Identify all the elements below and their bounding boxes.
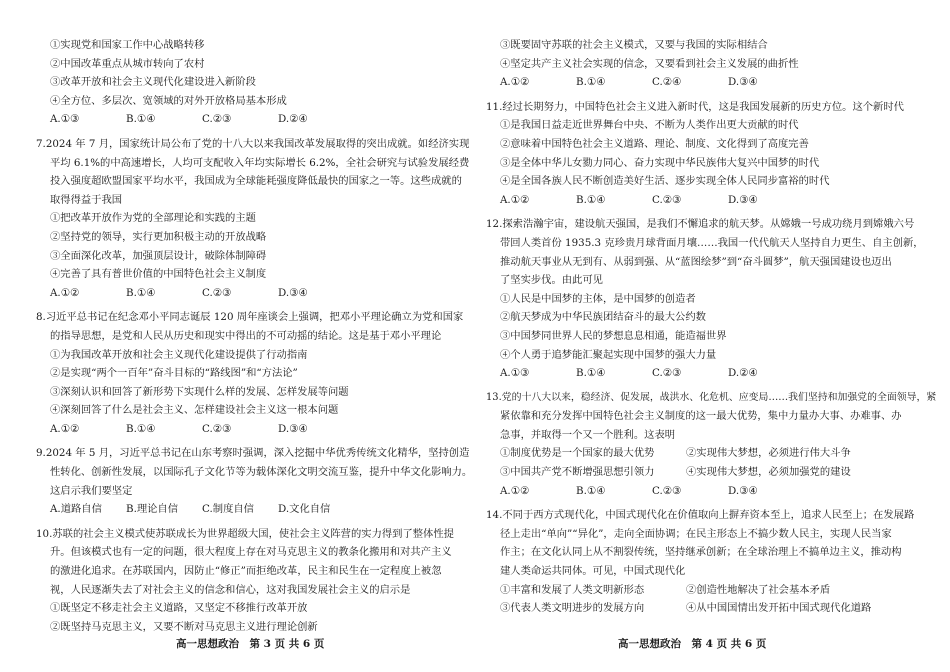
choice-d: D.②④ bbox=[278, 113, 308, 126]
choice-c: C.②③ bbox=[202, 286, 232, 299]
q7-option-3: ③全面深化改革，加强顶层设计，破除体制障碍 bbox=[50, 249, 267, 262]
q12-option-1: ①人民是中国梦的主体，是中国梦的创造者 bbox=[500, 292, 696, 305]
choice-b: B.①④ bbox=[126, 113, 156, 126]
choice-a: A.①② bbox=[500, 76, 530, 89]
q12-stem-line: 带回人类首份 1935.3 克珍贵月球背面月壤……我国一代代航天人坚持自力更生、自主创新， bbox=[500, 236, 924, 249]
choice-b: B.①④ bbox=[576, 193, 606, 206]
q6-option-1: ①实现党和国家工作中心战略转移 bbox=[50, 39, 205, 51]
q13-choices bbox=[486, 482, 910, 501]
q12-option-4: ④个人勇于追梦能汇聚起实现中国梦的强大力量 bbox=[500, 348, 717, 361]
q10-option-1: ①既坚定不移走社会主义道路，又坚定不移推行改革开放 bbox=[50, 602, 308, 615]
choice-c: C.②③ bbox=[652, 484, 682, 497]
footer-page-4: 高一思想政治 第 4 页 共 6 页 bbox=[618, 638, 767, 650]
q6-choices bbox=[36, 110, 456, 129]
q6-option-3: ③改革开放和社会主义现代化建设进入新阶段 bbox=[50, 76, 256, 89]
q11-option-3: ③是全体中华儿女勠力同心、奋力实现中华民族伟大复兴中国梦的时代 bbox=[500, 156, 820, 169]
q14-stem-line: 径上走出“单向”“异化”，走向全面协调；在民主形态上不搞少数人民主，实现人民当家 bbox=[500, 527, 892, 540]
q13-stem-line: 急事，并取得一个又一个胜利。这表明 bbox=[500, 428, 676, 441]
q12-stem-line: 了坚实步伐。由此可见 bbox=[500, 274, 603, 287]
q10-stem-line: 视，人民逐渐失去了对社会主义的信念和信心，这对我国发展社会主义的启示是 bbox=[50, 583, 411, 596]
choice-d: D.③④ bbox=[728, 76, 758, 89]
q6-option-4: ④全方位、多层次、宽领域的对外开放格局基本形成 bbox=[50, 94, 287, 107]
q10-stem-line: 10.苏联的社会主义模式使苏联成长为世界超级大国，使社会主义阵营的实力得到了整体性提 bbox=[36, 527, 454, 540]
choice-a: A.①② bbox=[50, 286, 80, 299]
q13-options-row-1 bbox=[486, 444, 910, 463]
q9-stem-line: 这启示我们要坚定 bbox=[50, 484, 133, 497]
q7-stem-line: 7.2024 年 7 月，国家统计局公布了党的十八大以来我国改革发展取得的突出成就。如经济实现 bbox=[36, 137, 470, 150]
choice-d: D.③④ bbox=[278, 286, 308, 299]
q14-stem-line: 作主；在文化认同上从不割裂传统，坚持继承创新；在全球治理上不搞单边主义，推动构 bbox=[500, 546, 902, 559]
choice-d: D.③④ bbox=[728, 193, 758, 206]
q10-option-4: ④坚定共产主义社会实现的信念，又要看到社会主义发展的曲折性 bbox=[500, 57, 799, 70]
q11-option-4: ④是全国各族人民不断创造美好生活、逐步实现全体人民同步富裕的时代 bbox=[500, 175, 830, 188]
q14-option-2: ②创造性地解决了社会基本矛盾 bbox=[686, 583, 831, 596]
q7-stem-line: 平均 6.1%的中高速增长，人均可支配收入年均实际增长 6.2%，全社会研究与试验发展经费 bbox=[50, 156, 470, 169]
choice-b: B.理论自信 bbox=[126, 503, 179, 516]
q11-stem-line: 11.经过长期努力，中国特色社会主义进入新时代，这是我国发展新的历史方位。这个新时代 bbox=[486, 100, 904, 113]
q7-stem-line: 投入强度超欧盟国家平均水平，我国成为全球能耗强度降低最快的国家之一等。这些成就的 bbox=[50, 175, 462, 188]
q13-stem-line: 13.党的十八大以来，稳经济、促发展，战洪水、化危机、应变局……我们坚持和加强党的全面领导，紧 bbox=[486, 391, 937, 403]
q14-stem-line: 建人类命运共同体。可见，中国式现代化 bbox=[500, 565, 686, 578]
choice-c: C.②③ bbox=[202, 113, 232, 126]
q7-choices bbox=[36, 284, 456, 303]
q14-option-1: ①丰富和发展了人类文明新形态 bbox=[500, 583, 645, 596]
q9-stem-line: 9.2024 年 5 月，习近平总书记在山东考察时强调，深入挖掘中华优秀传统文化精华，坚持创造 bbox=[36, 447, 470, 460]
q13-option-4: ④实现伟大梦想，必须加强党的建设 bbox=[686, 466, 851, 479]
choice-b: B.①④ bbox=[576, 367, 606, 380]
q10-option-2: ②既坚持马克思主义，又要不断对马克思主义进行理论创新 bbox=[50, 620, 318, 633]
q8-choices bbox=[36, 420, 456, 439]
q14-option-3: ③代表人类文明进步的发展方向 bbox=[500, 602, 645, 615]
q8-option-4: ④深刻回答了什么是社会主义、怎样建设社会主义这一根本问题 bbox=[50, 404, 339, 417]
q8-option-3: ③深刻认识和回答了新形势下实现什么样的发展、怎样发展等问题 bbox=[50, 385, 349, 398]
q6-option-2: ②中国改革重点从城市转向了农村 bbox=[50, 57, 205, 70]
q9-stem-line: 性转化、创新性发展，以国际孔子文化节等为载体深化文明交流互鉴，提升中华文化影响力。 bbox=[50, 466, 473, 479]
choice-b: B.①④ bbox=[126, 422, 156, 435]
q8-stem-line: 的指导思想，是党和人民从历史和现实中得出的不可动摇的结论。这是基于邓小平理论 bbox=[50, 329, 442, 342]
choice-c: C.②③ bbox=[652, 193, 682, 206]
q7-option-4: ④完善了具有普世价值的中国特色社会主义制度 bbox=[50, 268, 267, 281]
q12-choices bbox=[486, 364, 910, 383]
q14-option-4: ④从中国国情出发开拓中国式现代化道路 bbox=[686, 602, 872, 615]
q13-option-3: ③中国共产党不断增强思想引领力 bbox=[500, 466, 655, 479]
choice-b: B.①④ bbox=[126, 286, 156, 299]
q14-options-row-2 bbox=[486, 599, 910, 618]
q13-option-1: ①制度优势是一个国家的最大优势 bbox=[500, 447, 655, 460]
q14-stem-line: 14.不同于西方式现代化，中国式现代化在价值取向上摒弃资本至上，追求人民至上；在发展路 bbox=[486, 509, 915, 522]
q11-option-2: ②意味着中国特色社会主义道路、理论、制度、文化得到了高度完善 bbox=[500, 137, 809, 150]
choice-d: D.③④ bbox=[278, 422, 308, 435]
choice-c: C.制度自信 bbox=[202, 503, 254, 516]
q12-stem-line: 12.探索浩瀚宇宙，建设航天强国，是我们不懈追求的航天梦。从嫦娥一号成功绕月到嫦娥六号 bbox=[486, 218, 915, 231]
q7-option-1: ①把改革开放作为党的全部理论和实践的主题 bbox=[50, 212, 256, 225]
q7-option-2: ②坚持党的领导，实行更加积极主动的开放战略 bbox=[50, 230, 267, 243]
q8-stem-line: 8.习近平总书记在纪念邓小平同志诞辰 120 周年座谈会上强调，把邓小平理论确立为党和国家 bbox=[36, 311, 464, 324]
choice-a: A.①② bbox=[500, 484, 530, 497]
choice-a: A.①② bbox=[500, 193, 530, 206]
left-column bbox=[36, 36, 473, 636]
right-column bbox=[486, 36, 937, 618]
q7-stem-line: 取得得益于我国 bbox=[50, 193, 123, 206]
q8-option-2: ②是实现“两个一百年”奋斗目标的“路线图”和“方法论” bbox=[50, 367, 298, 380]
q11-option-1: ①是我国日益走近世界舞台中央、不断为人类作出更大贡献的时代 bbox=[500, 119, 799, 132]
q9-choices bbox=[36, 500, 456, 519]
q13-options-row-2 bbox=[486, 463, 910, 482]
q13-option-2: ②实现伟大梦想，必须进行伟大斗争 bbox=[686, 447, 851, 460]
choice-d: D.文化自信 bbox=[278, 503, 331, 516]
q10-option-3: ③既要固守苏联的社会主义模式，又要与我国的实际相结合 bbox=[500, 39, 768, 51]
choice-b: B.①④ bbox=[576, 484, 606, 497]
q14-options-row-1 bbox=[486, 581, 910, 600]
q12-option-2: ②航天梦成为中华民族团结奋斗的最大公约数 bbox=[500, 311, 706, 324]
q11-choices bbox=[486, 191, 910, 210]
q12-option-3: ③中国梦同世界人民的梦想息息相通，能造福世界 bbox=[500, 329, 727, 342]
q10-stem-line: 的激进化追求。在苏联国内，因防止“修正”而拒绝改革，民主和民生在一定程度上被忽 bbox=[50, 565, 442, 578]
choice-b: B.①④ bbox=[576, 76, 606, 89]
q8-option-1: ①为我国改革开放和社会主义现代化建设提供了行动指南 bbox=[50, 348, 308, 361]
choice-a: A.①③ bbox=[50, 113, 80, 126]
footer-page-3: 高一思想政治 第 3 页 共 6 页 bbox=[176, 638, 325, 650]
choice-c: C.②③ bbox=[202, 422, 232, 435]
choice-d: D.②④ bbox=[728, 367, 758, 380]
choice-d: D.③④ bbox=[728, 484, 758, 497]
choice-a: A.①③ bbox=[500, 367, 530, 380]
choice-a: A.①② bbox=[50, 422, 80, 435]
q12-stem-line: 推动航天事业从无到有、从弱到强、从“蓝图绘梦”到“奋斗圆梦”，航天强国建设也迈出 bbox=[500, 255, 892, 268]
choice-c: C.②③ bbox=[652, 367, 682, 380]
q10-stem-line: 升。但该模式也有一定的问题，很大程度上存在对马克思主义的教条化搬用和对共产主义 bbox=[50, 546, 452, 559]
choice-c: C.②④ bbox=[652, 76, 682, 89]
choice-a: A.道路自信 bbox=[50, 503, 102, 516]
q13-stem-line: 紧依靠和充分发挥中国特色社会主义制度的这一最大优势，集中力量办大事、办难事、办 bbox=[500, 410, 902, 423]
q10-choices bbox=[486, 73, 910, 92]
